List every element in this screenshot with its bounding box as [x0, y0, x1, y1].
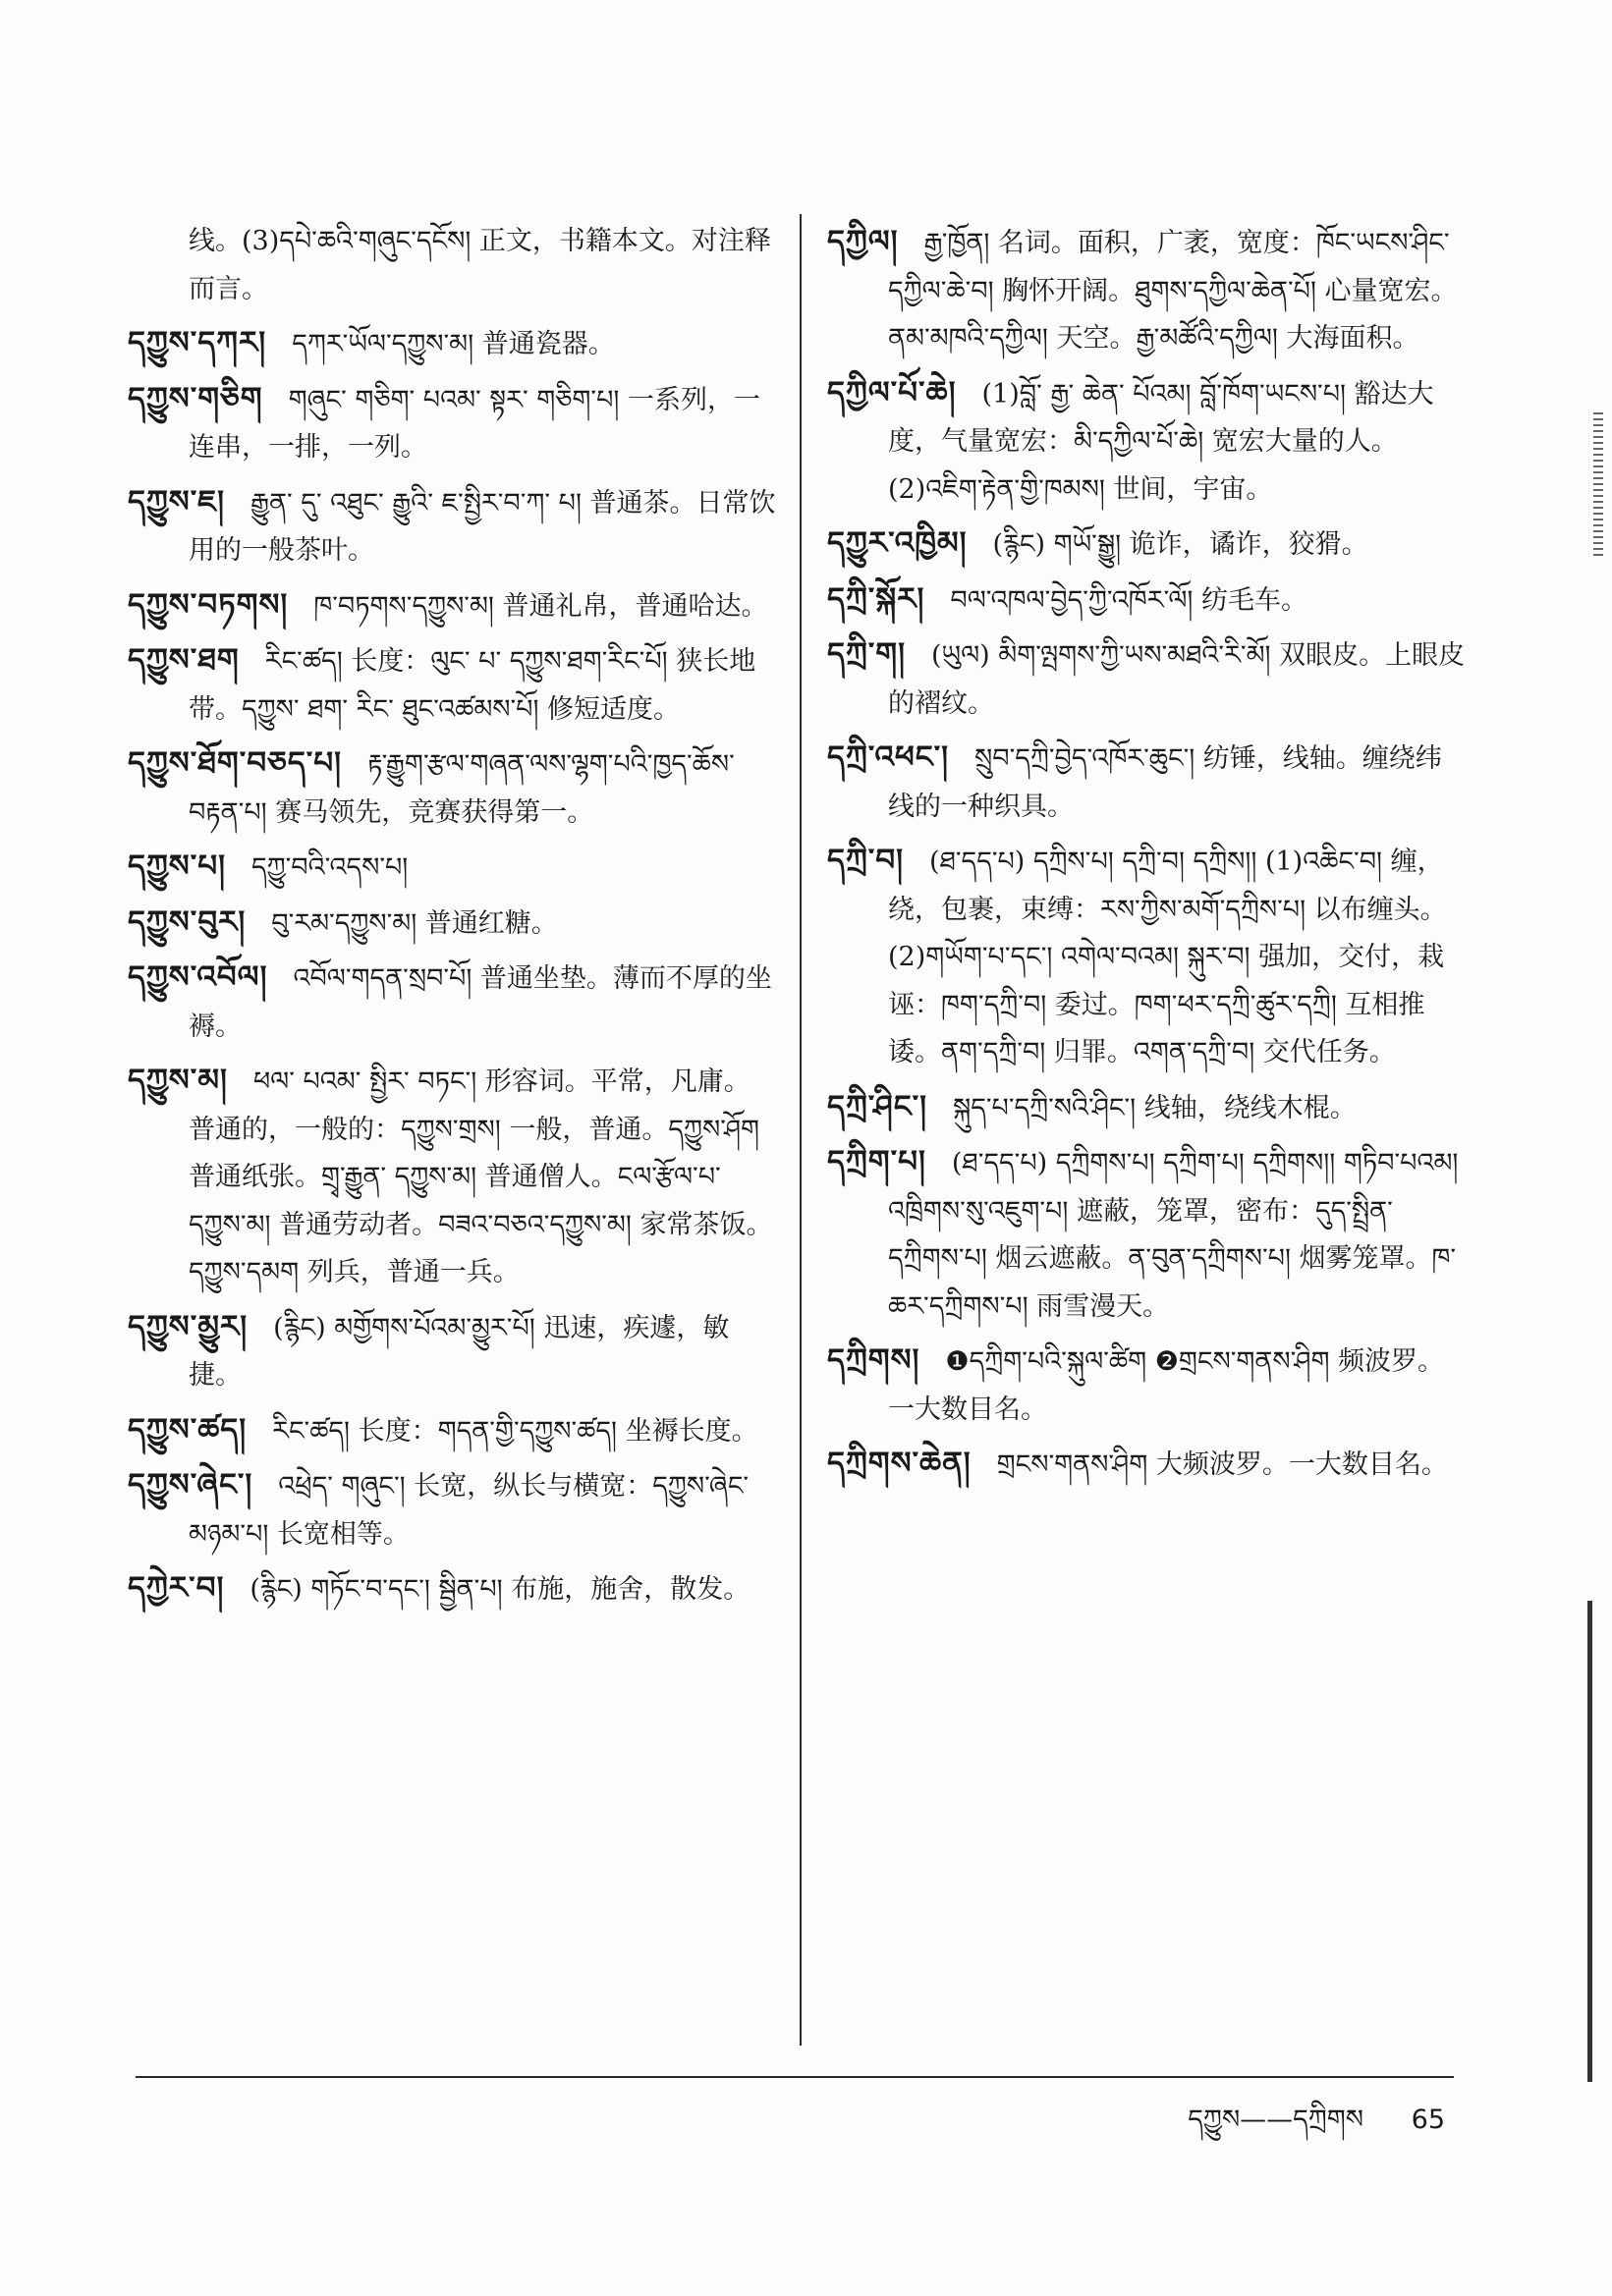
dictionary-entry	[128, 1564, 776, 1614]
entry-headword: དཀྱུས་ཚད།	[128, 1411, 248, 1448]
entry-text: དཀྱུ་བའི་འདས་པ།	[250, 852, 409, 883]
scan-edge-mark	[1593, 412, 1603, 560]
dictionary-entry	[128, 1461, 776, 1558]
entry-text: བུ་རམ་དཀྱུས་མ། 普通红糖。	[271, 907, 558, 939]
entry-text: སྐུད་པ་དཀྲི་སའི་ཤིང་། 线轴，绕线木棍。	[952, 1092, 1357, 1123]
dictionary-entry	[827, 575, 1466, 626]
footer-rule	[136, 2076, 1454, 2078]
entry-headword: དཀྲིག་པ།	[827, 1144, 926, 1179]
entry-headword: དཀྱེར་བ།	[128, 1570, 225, 1606]
entry-text: (1)བློ་ རྒྱ་ ཆེན་ པོའམ། བློ་ཁོག་ཡངས་པ། 豁达大度，气量宽宏：མི་དཀྱིལ་པོ་ཆེ། 宽宏大量的人。(2)འཇིག་རྟེན་གྱི་ཁམས། 世间，宇宙。	[888, 378, 1434, 505]
entry-headword: དཀྱུས་འབོལ།	[128, 959, 268, 995]
entry-text: དཀར་ཡོལ་དཀྱུས་མ། 普通瓷器。	[292, 329, 615, 359]
entry-headword: དཀྱུས་ཇ།	[128, 483, 225, 519]
entry-headword: དཀྱུས་པ།	[128, 848, 226, 884]
entry-text: རིང་ཚད། 长度：ལུང་ པ་ དཀྱུས་ཐག་རིང་པོ། 狭长地带。དཀྱུས་ ཐག་ རིང་ ཐུང་འཚམས་པོ། 修短适度。	[189, 646, 756, 725]
dictionary-entry	[128, 899, 776, 949]
entry-headword: དཀྱུས་དཀར།	[128, 325, 267, 360]
entry-headword: དཀྲིགས་ཆེན།	[827, 1446, 972, 1481]
left-column	[128, 218, 776, 1620]
dictionary-entry	[128, 478, 776, 575]
dictionary-entry	[128, 319, 776, 369]
dictionary-entry	[128, 843, 776, 893]
dictionary-entry	[128, 375, 776, 472]
entry-text: རྒྱུན་ དུ་ འཐུང་ རྒྱུའི་ ཇ་སྤྱིར་བ་ཀ་ པ། 普通茶。日常饮用的一般茶叶。	[189, 487, 776, 566]
page-footer	[1188, 2090, 1445, 2164]
entry-text: (རྙིང) མགྱོགས་པོའམ་མྱུར་པོ། 迅速，疾遽，敏捷。	[189, 1312, 730, 1391]
entry-text: (ཡུལ) མིག་ལྤགས་ཀྱི་ཡས་མཐའི་རི་མོ། 双眼皮。上眼皮的褶纹。	[888, 640, 1466, 719]
dictionary-entry	[128, 218, 776, 313]
dictionary-entry	[827, 1083, 1466, 1133]
entry-headword: དཀྱུས་ཐག	[128, 642, 240, 678]
entry-text: ཕལ་ པའམ་ སྤྱིར་ བཏང་། 形容词。平常，凡庸。普通的，一般的：དཀྱུས་གྲས། 一般，普通。དཀྱུས་ཤོག 普通纸张。གྲྭ་རྒྱུན་ དཀྱུས་མ། 普通僧人。ངལ་རྩོལ་པ་དཀྱུས་མ། 普通劳动者。བཟའ་བཅའ་དཀྱུས་མ། 家常茶饭。དཀྱུས་དམག 列兵，普通一兵。	[189, 1066, 773, 1287]
dictionary-entry	[128, 739, 776, 837]
entry-headword: དཀྱུས་བཏགས།	[128, 586, 289, 623]
dictionary-entry	[128, 581, 776, 631]
entry-headword: དཀྲི་ག།	[827, 636, 906, 672]
dictionary-entry	[827, 218, 1466, 363]
entry-text: ❶དཀྲིག་པའི་སྐུལ་ཚིག ❷གྲངས་གནས་ཤིག 频波罗。一大数目名。	[888, 1346, 1445, 1425]
column-divider	[800, 214, 802, 2046]
entry-text: རྒྱ་ཁྱོན། 名词。面积，广袤，宽度：ཁོང་ཡངས་ཤིང་དཀྱིལ་ཆེ་བ། 胸怀开阔。ཐུགས་དཀྱིལ་ཆེན་པོ། 心量宽宏。ནམ་མཁའི་དཀྱིལ། 天空。རྒྱ་མཚོའི་དཀྱིལ། 大海面积。	[888, 228, 1458, 354]
entry-text: བལ་འཁལ་བྱེད་ཀྱི་འཁོར་ལོ། 纺毛车。	[950, 584, 1307, 616]
page-number: 65	[1411, 2105, 1445, 2135]
entry-text: (ཐ་དད་པ) དཀྲིགས་པ། དཀྲིག་པ། དཀྲིགས།། གཏིབ་པའམ། འཁྲིགས་སུ་འཇུག་པ། 遮蔽，笼罩，密布：དུད་སྤྲིན་དཀྲིགས་པ། 烟云遮蔽。ན་བུན་དཀྲིགས་པ། 烟雾笼罩。ཁ་ཆར་དཀྲིགས་པ། 雨雪漫天。	[888, 1148, 1459, 1322]
entry-text: ཁ་བཏགས་དཀྱུས་མ། 普通礼帛，普通哈达。	[313, 590, 768, 622]
entry-headword: དཀྱིལ་པོ་ཆེ།	[827, 374, 957, 410]
entry-headword: དཀྱུས་བུར།	[128, 903, 247, 940]
entry-text: འབོལ་གདན་སྲབ་པོ། 普通坐垫。薄而不厚的坐褥。	[189, 963, 772, 1042]
entry-headword: དཀྱིལ།	[827, 224, 899, 259]
dictionary-entry	[128, 1057, 776, 1297]
entry-text: གཞུང་ གཅིག་ པའམ་ སྟར་ གཅིག་པ། 一系列，一连串，一排，一列。	[189, 384, 760, 463]
entry-headword: དཀྱུས་ཐོག་བཅད་པ།	[128, 745, 343, 781]
entry-headword: དཀྱུས་མྱུར།	[128, 1308, 249, 1344]
dictionary-entry	[827, 369, 1466, 515]
entry-headword: དཀྲི་སྐོར།	[827, 580, 925, 617]
entry-text: གྲངས་གནས་ཤིག 大频波罗。一大数目名。	[996, 1449, 1448, 1480]
running-head: དཀྱུས——དཀྲིགས	[1188, 2105, 1364, 2135]
entry-text: (རྙིང) གཏོང་བ་དང་། སྦྱིན་པ། 布施，施舍，散发。	[250, 1574, 750, 1605]
entry-text: སྲུབ་དཀྲི་བྱེད་འཁོར་ཆུང་། 纺锤，线轴。缠绕纬线的一种织具。	[888, 743, 1442, 822]
right-column	[827, 218, 1466, 1496]
binding-edge-mark	[1587, 1601, 1592, 2082]
dictionary-entry	[128, 636, 776, 734]
entry-text: རིང་ཚད། 长度：གདན་གྱི་དཀྱུས་ཚད། 坐褥长度。	[272, 1415, 758, 1447]
entry-headword: དཀྲི་བ།	[827, 843, 905, 878]
entry-text: 线。(3)དཔེ་ཆའི་གཞུང་དངོས། 正文，书籍本文。对注释而言。	[189, 226, 771, 304]
entry-headword: དཀྱུས་གཅིག	[128, 380, 263, 416]
entry-text: རྟ་རྒྱུག་རྩལ་གཞན་ལས་ལྷག་པའི་ཁྱད་ཆོས་བརྟན་པ། 赛马领先，竞赛获得第一。	[189, 749, 735, 828]
entry-text: འཕྲེད་ གཞུང་། 长宽，纵长与横宽：དཀྱུས་ཞེང་མཉམ་པ། 长宽相等。	[189, 1471, 750, 1550]
dictionary-entry	[827, 1440, 1466, 1490]
entry-headword: དཀྱུས་ཞེང་།	[128, 1467, 253, 1503]
entry-headword: དཀྱུས་མ།	[128, 1063, 228, 1098]
entry-headword: དཀྱུར་འཁྱིམ།	[827, 525, 968, 561]
dictionary-entry	[128, 954, 776, 1051]
dictionary-entry	[128, 1303, 776, 1400]
dictionary-entry	[827, 630, 1466, 728]
dictionary-entry	[827, 734, 1466, 831]
dictionary-entry	[827, 519, 1466, 570]
entry-headword: དཀྲི་འཕང་།	[827, 739, 950, 775]
dictionary-entry	[827, 1138, 1466, 1331]
entry-headword: དཀྲིགས།	[827, 1342, 920, 1378]
entry-headword: དཀྲི་ཤིང་།	[827, 1088, 927, 1124]
dictionary-entry	[128, 1406, 776, 1456]
entry-text: (ཐ་དད་པ) དཀྲིས་པ། དཀྲི་བ། དཀྲིས།། (1)འཆིང་བ། 缠，绕，包裹，束缚：རས་ཀྱིས་མགོ་དཀྲིས་པ། 以布缠头。(2)གཡོག་པ་དང་། འགེལ་བའམ། སྐུར་བ། 强加，交付，栽诬：ཁག་དཀྲི་བ། 委过。ཁག་ཕར་དཀྲི་ཚུར་དཀྲི། 互相推诿。ནག་དཀྲི་བ། 归罪。འགན་དཀྲི་བ། 交代任务。	[888, 847, 1447, 1067]
dictionary-entry	[827, 1337, 1466, 1434]
entry-text: (རྙིང) གཡོ་སྒྱུ། 诡诈，谲诈，狡猾。	[992, 529, 1368, 560]
dictionary-entry	[827, 837, 1466, 1077]
